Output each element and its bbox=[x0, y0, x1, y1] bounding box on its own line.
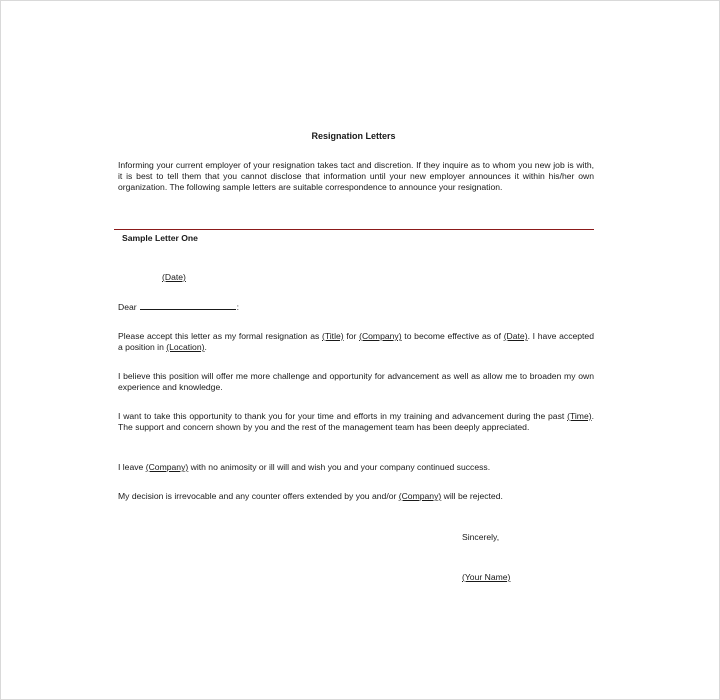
p5-text-1: My decision is irrevocable and any counter offers extended by you and/or bbox=[118, 491, 399, 501]
p1-text-4: . I have accepted a position in bbox=[118, 331, 594, 352]
effective-date-placeholder: (Date) bbox=[503, 331, 528, 341]
p5-text-2: will be rejected. bbox=[441, 491, 503, 501]
letter-paragraph-1 bbox=[118, 331, 594, 353]
p1-text-3: to become effective as of bbox=[401, 331, 504, 341]
p4-text-2: with no animosity or ill will and wish you and your company continued success. bbox=[188, 462, 491, 472]
date-placeholder: (Date) bbox=[162, 272, 186, 282]
time-placeholder: (Time) bbox=[567, 411, 592, 421]
intro-paragraph: Informing your current employer of your resignation takes tact and discretion. If they inquire as to whom you new job is with, it is best to tell them that you cannot disclose that information until your new employer announces it within his/her own organization. The following sample letters are suitable correspondence to announce your resignation. bbox=[118, 160, 594, 192]
p1-text-5: . bbox=[204, 342, 207, 352]
p3-text-2: . The support and concern shown by you and the rest of the management team has been deeply appreciated. bbox=[118, 411, 594, 432]
recipient-blank-line bbox=[140, 301, 236, 310]
p3-text-1: I want to take this opportunity to thank you for your time and efforts in my training and advancement during the past bbox=[118, 411, 568, 421]
signature-placeholder: (Your Name) bbox=[462, 572, 511, 582]
company-placeholder: (Company) bbox=[398, 491, 442, 501]
section-heading: Sample Letter One bbox=[122, 233, 198, 243]
company-placeholder: (Company) bbox=[359, 331, 402, 341]
salutation-suffix: : bbox=[236, 302, 240, 312]
p4-text-1: I leave bbox=[118, 462, 146, 472]
salutation bbox=[118, 301, 239, 313]
salutation-prefix: Dear bbox=[118, 302, 137, 312]
location-placeholder: (Location) bbox=[166, 342, 205, 352]
letter-paragraph-5 bbox=[118, 491, 594, 502]
letter-paragraph-4 bbox=[118, 462, 594, 473]
title-placeholder: (Title) bbox=[321, 331, 344, 341]
document-title: Resignation Letters bbox=[311, 131, 396, 141]
p1-text-2: for bbox=[343, 331, 360, 341]
letter-paragraph-2: I believe this position will offer me more challenge and opportunity for advancement as well as allow me to broaden my own experience and knowledge. bbox=[118, 371, 594, 392]
letter-paragraph-3 bbox=[118, 411, 594, 433]
p1-text-1: Please accept this letter as my formal resignation as bbox=[118, 331, 322, 341]
company-placeholder: (Company) bbox=[145, 462, 189, 472]
closing: Sincerely, bbox=[462, 532, 500, 542]
section-divider bbox=[114, 229, 594, 230]
